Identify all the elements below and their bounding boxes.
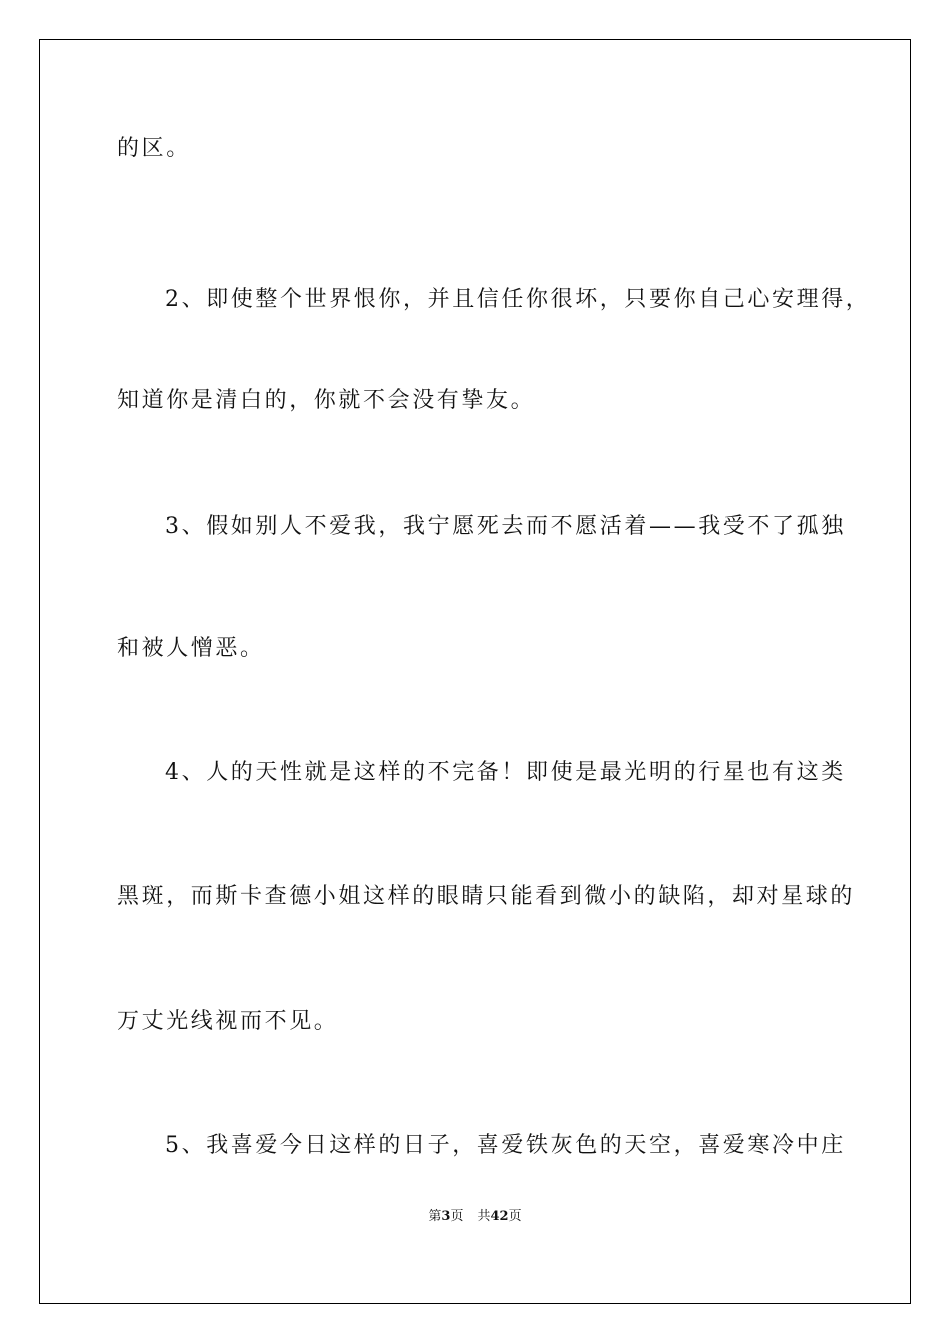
total-prefix: 共 bbox=[477, 1209, 491, 1224]
total-suffix: 页 bbox=[508, 1209, 522, 1224]
text-line-8: 万丈光线视而不见。 bbox=[117, 1009, 339, 1034]
text-line-6: 4、人的天性就是这样的不完备！即使是最光明的行星也有这类 bbox=[165, 760, 846, 785]
page-frame bbox=[39, 39, 911, 1304]
total-pages: 42 bbox=[490, 1209, 509, 1224]
text-line-5: 和被人憎恶。 bbox=[117, 636, 265, 661]
text-line-7: 黑斑，而斯卡查德小姐这样的眼睛只能看到微小的缺陷，却对星球的 bbox=[117, 884, 856, 909]
page-prefix: 第 bbox=[428, 1209, 442, 1224]
page-footer bbox=[0, 1208, 950, 1226]
text-line-1: 的区。 bbox=[117, 136, 191, 161]
text-line-3: 知道你是清白的，你就不会没有挚友。 bbox=[117, 388, 536, 413]
page-number: 3 bbox=[441, 1209, 451, 1224]
page-suffix: 页 bbox=[450, 1209, 464, 1224]
text-line-9: 5、我喜爱今日这样的日子，喜爱铁灰色的天空，喜爱寒冷中庄 bbox=[165, 1133, 846, 1158]
text-line-2: 2、即使整个世界恨你，并且信任你很坏，只要你自己心安理得， bbox=[165, 287, 871, 312]
text-line-4: 3、假如别人不爱我，我宁愿死去而不愿活着——我受不了孤独 bbox=[165, 514, 846, 539]
